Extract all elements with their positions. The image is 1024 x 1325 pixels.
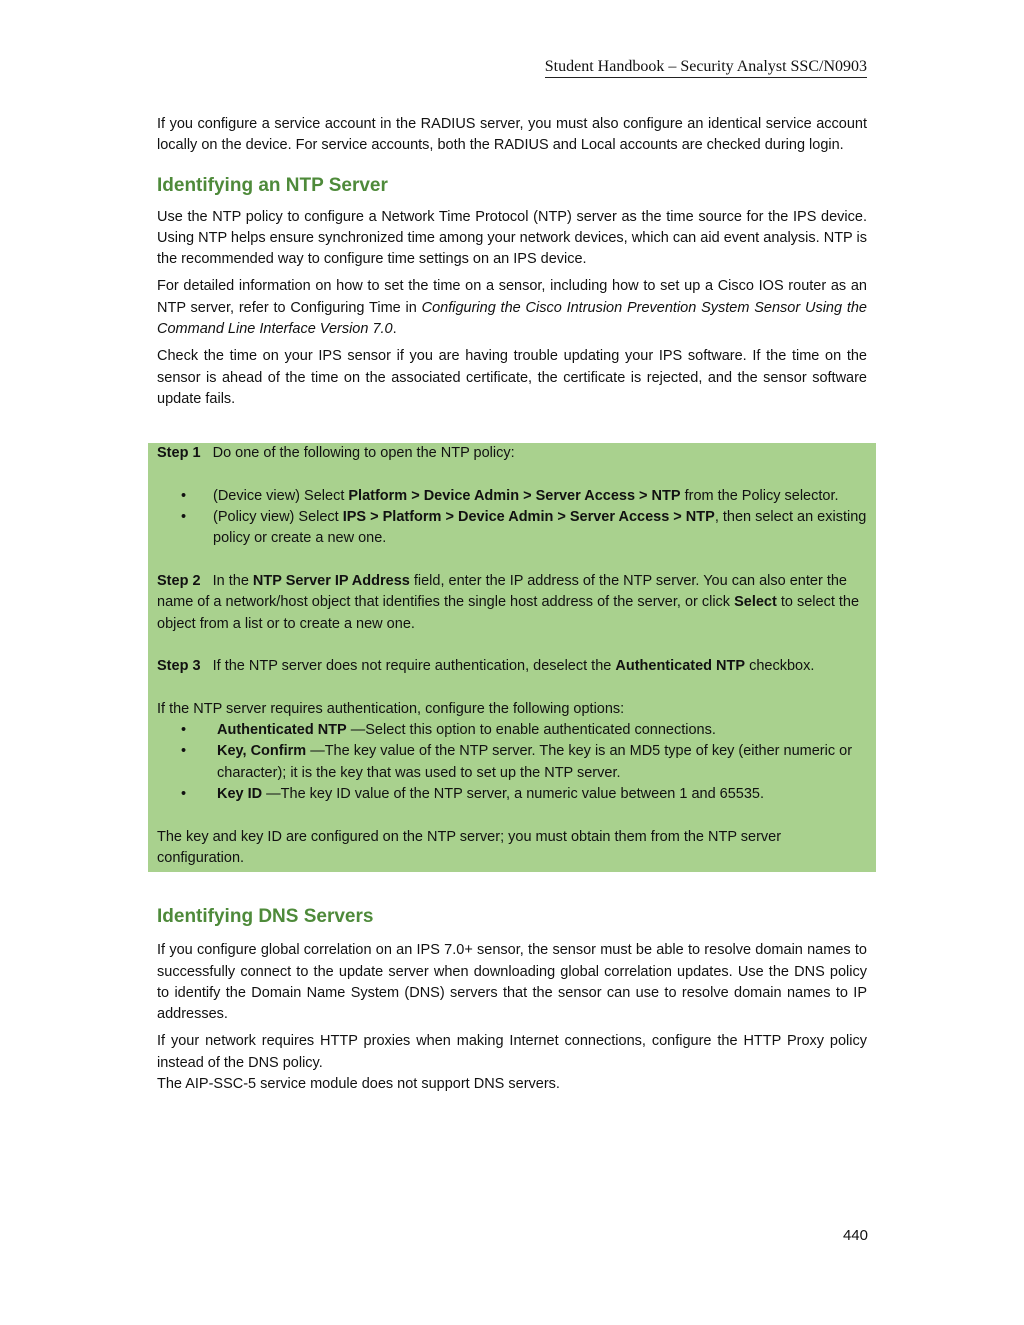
- option-authenticated-ntp: • Authenticated NTP —Select this option to enable authenticated connections.: [157, 720, 867, 741]
- bullet-icon: •: [181, 509, 187, 526]
- step-1-bullet-device-view: • (Device view) Select Platform > Device Admin > Server Access > NTP from the Policy selector.: [157, 486, 867, 507]
- dns-paragraph-3: The AIP-SSC-5 service module does not support DNS servers.: [157, 1075, 560, 1092]
- page-number: 440: [842, 1227, 868, 1244]
- dns-paragraph-2: If your network requires HTTP proxies when making Internet connections, configure the HTTP Proxy policy instead of the DNS policy.: [157, 1033, 867, 1071]
- bullet-icon: •: [181, 487, 187, 504]
- bullet-icon: •: [181, 786, 187, 803]
- step-3: Step 3 If the NTP server does not require authentication, deselect the Authenticated NTP checkbox.: [157, 658, 815, 675]
- step-3-label: Step 3: [157, 658, 201, 675]
- ntp-heading: Identifying an NTP Server: [157, 174, 388, 196]
- option-key-id: • Key ID —The key ID value of the NTP server, a numeric value between 1 and 65535.: [157, 784, 867, 805]
- ntp-paragraph-2: [157, 276, 867, 340]
- option-key-confirm: • Key, Confirm —The key value of the NTP server. The key is an MD5 type of key (either numeric or character); it is the key that was used to set up the NTP server.: [181, 743, 853, 781]
- step-2-label: Step 2: [157, 573, 201, 590]
- procedure-closing: The key and key ID are configured on the NTP server; you must obtain them from the NTP server configuration.: [157, 828, 782, 866]
- auth-options-intro: If the NTP server requires authentication, configure the following options:: [157, 700, 625, 717]
- dns-paragraph-1: If you configure global correlation on an IPS 7.0+ sensor, the sensor must be able to resolve domain names to successfully connect to the update server when downloading global correlation updates. Use the DNS policy to identify the Domain Name System (DNS) servers that the sensor can use to resolve domain names to IP addresses.: [157, 942, 867, 1023]
- step-1: [157, 443, 867, 464]
- bullet-icon: •: [181, 743, 187, 760]
- ntp-paragraph-3: Check the time on your IPS sensor if you are having trouble updating your IPS software. If the time on the sensor is ahead of the time on the associated certificate, the certificate is rejected, and the sensor software update fails.: [157, 348, 867, 407]
- dns-heading: Identifying DNS Servers: [157, 906, 374, 928]
- ntp-paragraph-1: Use the NTP policy to configure a Network Time Protocol (NTP) server as the time source for the IPS device. Using NTP helps ensure synchronized time among your network devices, which can aid event analysis. NTP is the recommended way to configure time settings on an IPS device.: [157, 208, 867, 268]
- step-1-bullet-policy-view: • (Policy view) Select IPS > Platform > Device Admin > Server Access > NTP, then select an existing policy or create a new one.: [181, 509, 867, 547]
- ntp-p2-end: .: [392, 321, 397, 338]
- intro-paragraph: If you configure a service account in the RADIUS server, you must also configure an identical service account locally on the device. For service accounts, both the RADIUS and Local accounts are checked during login.: [157, 116, 867, 154]
- step-1-text: Do one of the following to open the NTP policy:: [212, 445, 515, 462]
- page-header: Student Handbook – Security Analyst SSC/N0903: [545, 58, 867, 78]
- page-content: [157, 114, 867, 1095]
- ntp-p2-book-title: Configuring the Cisco Intrusion Prevention System Sensor Using the Command Line Interface Version 7.0: [157, 299, 867, 338]
- step-1-label: Step 1: [157, 445, 201, 462]
- ntp-p2-text: For detailed information on how to set the time on a sensor, including how to set up a Cisco IOS router as an NTP server, refer to Configuring Time in: [157, 278, 867, 316]
- bullet-icon: •: [181, 722, 187, 739]
- procedure-box: [148, 443, 876, 872]
- step-2: Step 2 In the NTP Server IP Address field, enter the IP address of the NTP server. You can also enter the name of a network/host object that identifies the single host address of the server, or click Select to select the object from a list or to create a new one.: [157, 573, 860, 632]
